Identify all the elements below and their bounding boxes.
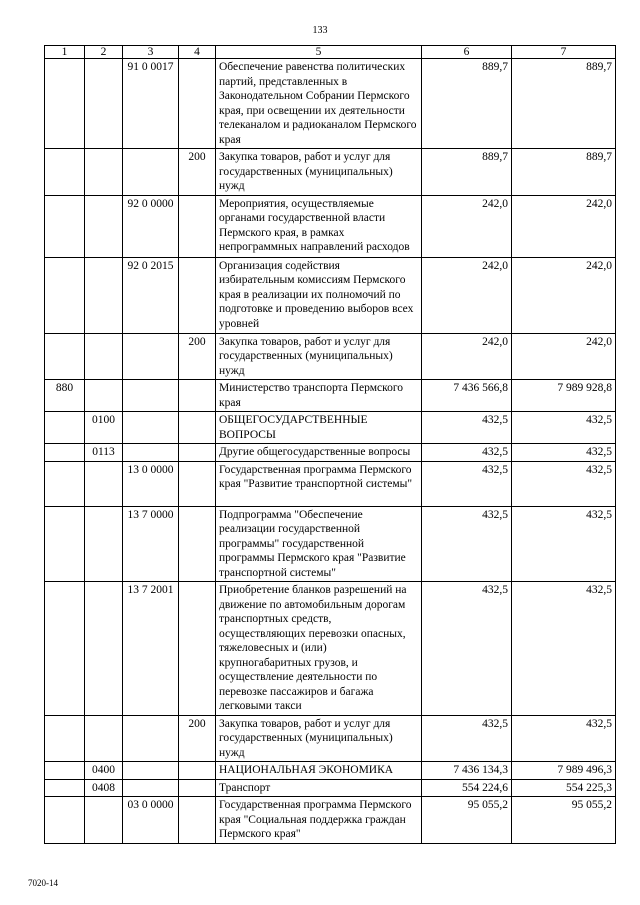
cell-amount-1: 554 224,6 xyxy=(422,779,512,797)
cell-target-code xyxy=(123,444,179,462)
cell-amount-1: 432,5 xyxy=(422,412,512,444)
cell-amount-2: 432,5 xyxy=(512,715,616,762)
budget-table xyxy=(44,45,616,844)
header-row xyxy=(45,46,616,59)
cell-target-code: 92 0 0000 xyxy=(123,195,179,257)
cell-subsection: 0100 xyxy=(85,412,123,444)
cell-section xyxy=(45,762,85,780)
table-row xyxy=(45,257,616,333)
cell-amount-1: 889,7 xyxy=(422,59,512,149)
table-row xyxy=(45,195,616,257)
cell-expense-type xyxy=(179,582,216,716)
cell-target-code: 13 7 2001 xyxy=(123,582,179,716)
cell-section xyxy=(45,582,85,716)
header-col-5: 5 xyxy=(216,46,422,59)
cell-target-code: 03 0 0000 xyxy=(123,797,179,844)
cell-name: Государственная программа Пермского края "Развитие транспортной системы" xyxy=(216,461,422,506)
cell-expense-type: 200 xyxy=(179,333,216,380)
table-row xyxy=(45,149,616,196)
cell-subsection: 0400 xyxy=(85,762,123,780)
cell-amount-1: 432,5 xyxy=(422,444,512,462)
cell-name: Транспорт xyxy=(216,779,422,797)
cell-subsection: 0113 xyxy=(85,444,123,462)
table-row xyxy=(45,380,616,412)
cell-expense-type xyxy=(179,461,216,506)
cell-target-code xyxy=(123,380,179,412)
header-col-4: 4 xyxy=(179,46,216,59)
cell-expense-type xyxy=(179,257,216,333)
table-row xyxy=(45,333,616,380)
header-col-7: 7 xyxy=(512,46,616,59)
cell-expense-type xyxy=(179,762,216,780)
cell-amount-1: 889,7 xyxy=(422,149,512,196)
cell-expense-type xyxy=(179,797,216,844)
cell-subsection xyxy=(85,461,123,506)
cell-section xyxy=(45,444,85,462)
cell-amount-2: 889,7 xyxy=(512,149,616,196)
cell-amount-2: 432,5 xyxy=(512,506,616,582)
cell-amount-1: 7 436 134,3 xyxy=(422,762,512,780)
cell-expense-type xyxy=(179,412,216,444)
header-col-2: 2 xyxy=(85,46,123,59)
cell-target-code xyxy=(123,715,179,762)
table-row xyxy=(45,762,616,780)
cell-expense-type: 200 xyxy=(179,149,216,196)
cell-amount-1: 432,5 xyxy=(422,461,512,506)
cell-target-code: 91 0 0017 xyxy=(123,59,179,149)
cell-amount-1: 432,5 xyxy=(422,715,512,762)
cell-expense-type xyxy=(179,195,216,257)
cell-subsection xyxy=(85,715,123,762)
cell-amount-1: 242,0 xyxy=(422,333,512,380)
cell-name: Закупка товаров, работ и услуг для государственных (муниципальных) нужд xyxy=(216,149,422,196)
table-row xyxy=(45,506,616,582)
cell-target-code: 13 7 0000 xyxy=(123,506,179,582)
cell-section xyxy=(45,715,85,762)
cell-name: Государственная программа Пермского края "Социальная поддержка граждан Пермского края" xyxy=(216,797,422,844)
cell-section xyxy=(45,333,85,380)
cell-subsection xyxy=(85,59,123,149)
cell-target-code xyxy=(123,779,179,797)
cell-target-code xyxy=(123,333,179,380)
cell-expense-type xyxy=(179,380,216,412)
cell-amount-1: 432,5 xyxy=(422,582,512,716)
cell-name: Другие общегосударственные вопросы xyxy=(216,444,422,462)
table-row xyxy=(45,412,616,444)
cell-amount-2: 432,5 xyxy=(512,582,616,716)
cell-subsection xyxy=(85,506,123,582)
cell-section xyxy=(45,506,85,582)
cell-amount-1: 7 436 566,8 xyxy=(422,380,512,412)
cell-amount-2: 554 225,3 xyxy=(512,779,616,797)
cell-name: Организация содействия избирательным комиссиям Пермского края в реализации их полномочий по подготовке и проведению выборов всех уровней xyxy=(216,257,422,333)
cell-amount-2: 432,5 xyxy=(512,444,616,462)
cell-subsection xyxy=(85,333,123,380)
table-row xyxy=(45,582,616,716)
cell-name: Мероприятия, осуществляемые органами государственной власти Пермского края, в рамках непрограммных направлений расходов xyxy=(216,195,422,257)
cell-subsection: 0408 xyxy=(85,779,123,797)
cell-expense-type xyxy=(179,59,216,149)
cell-name: Приобретение бланков разрешений на движение по автомобильным дорогам транспортных средств, осуществляющих перевозки опасных, тяжеловесных и (или) крупногабаритных грузов, и осуществление деятельности по перевозке пассажиров и багажа легковыми такси xyxy=(216,582,422,716)
cell-name: Подпрограмма "Обеспечение реализации государственной программы" государственной программы Пермского края "Развитие транспортной системы" xyxy=(216,506,422,582)
cell-subsection xyxy=(85,257,123,333)
cell-section xyxy=(45,59,85,149)
cell-name: ОБЩЕГОСУДАРСТВЕННЫЕ ВОПРОСЫ xyxy=(216,412,422,444)
cell-amount-2: 95 055,2 xyxy=(512,797,616,844)
cell-name: НАЦИОНАЛЬНАЯ ЭКОНОМИКА xyxy=(216,762,422,780)
footer-code: 7020-14 xyxy=(28,878,58,888)
cell-amount-2: 432,5 xyxy=(512,461,616,506)
cell-amount-2: 7 989 928,8 xyxy=(512,380,616,412)
cell-amount-2: 432,5 xyxy=(512,412,616,444)
cell-target-code xyxy=(123,412,179,444)
cell-section xyxy=(45,779,85,797)
cell-section xyxy=(45,149,85,196)
cell-target-code: 13 0 0000 xyxy=(123,461,179,506)
cell-subsection xyxy=(85,380,123,412)
cell-amount-2: 242,0 xyxy=(512,257,616,333)
cell-amount-2: 242,0 xyxy=(512,195,616,257)
page-number: 133 xyxy=(312,25,328,36)
cell-subsection xyxy=(85,149,123,196)
cell-target-code xyxy=(123,149,179,196)
table-row xyxy=(45,59,616,149)
table-row xyxy=(45,797,616,844)
cell-name: Обеспечение равенства политических партий, представленных в Законодательном Собрании Пермского края, при освещении их деятельности телеканалом и радиоканалом Пермского края xyxy=(216,59,422,149)
cell-amount-1: 95 055,2 xyxy=(422,797,512,844)
table-row xyxy=(45,715,616,762)
cell-subsection xyxy=(85,582,123,716)
table-row xyxy=(45,779,616,797)
cell-expense-type xyxy=(179,506,216,582)
cell-amount-2: 242,0 xyxy=(512,333,616,380)
cell-target-code: 92 0 2015 xyxy=(123,257,179,333)
table-row xyxy=(45,444,616,462)
cell-target-code xyxy=(123,762,179,780)
header-col-1: 1 xyxy=(45,46,85,59)
header-col-3: 3 xyxy=(123,46,179,59)
cell-section xyxy=(45,412,85,444)
cell-amount-2: 889,7 xyxy=(512,59,616,149)
cell-expense-type xyxy=(179,779,216,797)
cell-subsection xyxy=(85,797,123,844)
cell-section: 880 xyxy=(45,380,85,412)
cell-expense-type: 200 xyxy=(179,715,216,762)
cell-name: Закупка товаров, работ и услуг для государственных (муниципальных) нужд xyxy=(216,333,422,380)
table-row xyxy=(45,461,616,506)
cell-expense-type xyxy=(179,444,216,462)
cell-section xyxy=(45,257,85,333)
cell-section xyxy=(45,461,85,506)
cell-section xyxy=(45,797,85,844)
header-col-6: 6 xyxy=(422,46,512,59)
cell-name: Закупка товаров, работ и услуг для государственных (муниципальных) нужд xyxy=(216,715,422,762)
cell-section xyxy=(45,195,85,257)
cell-name: Министерство транспорта Пермского края xyxy=(216,380,422,412)
cell-subsection xyxy=(85,195,123,257)
cell-amount-2: 7 989 496,3 xyxy=(512,762,616,780)
cell-amount-1: 432,5 xyxy=(422,506,512,582)
cell-amount-1: 242,0 xyxy=(422,195,512,257)
cell-amount-1: 242,0 xyxy=(422,257,512,333)
